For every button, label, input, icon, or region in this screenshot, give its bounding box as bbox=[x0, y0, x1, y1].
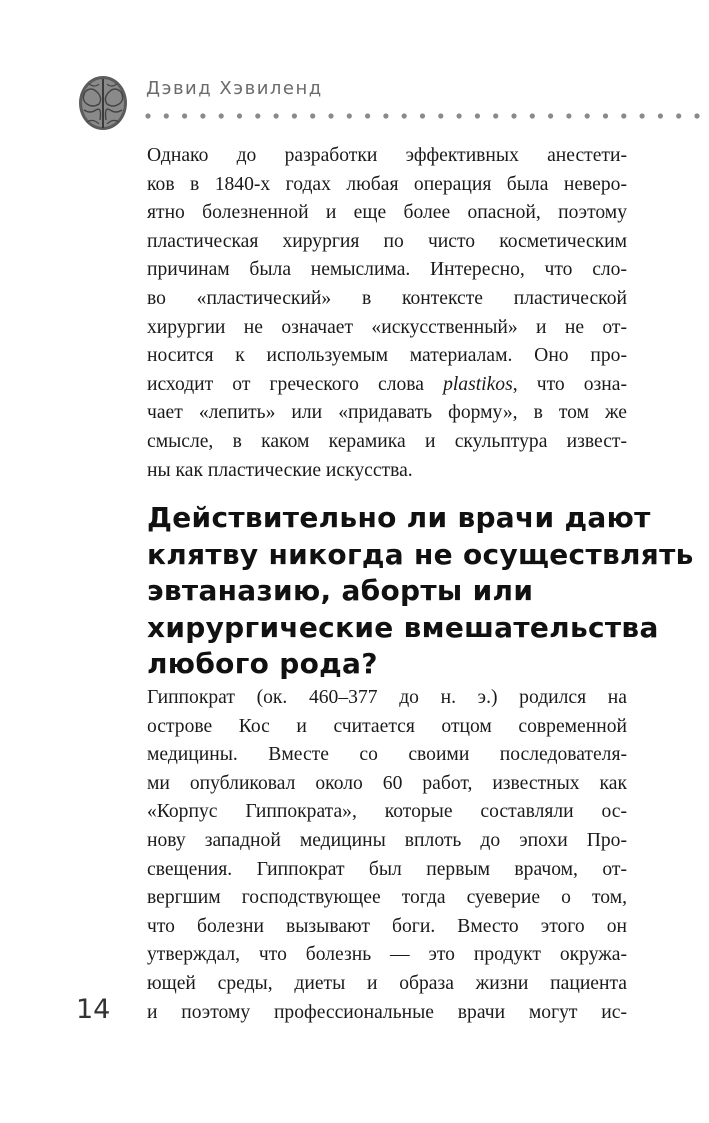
paragraph-1 bbox=[147, 142, 627, 485]
rule-dot bbox=[621, 113, 626, 118]
text-line: вергшим господствующее тогда суеверие о том, bbox=[147, 887, 627, 909]
rule-dot bbox=[493, 113, 498, 118]
rule-dot bbox=[694, 113, 699, 118]
rule-dot bbox=[255, 113, 260, 118]
rule-dot bbox=[182, 113, 187, 118]
rule-dot bbox=[164, 113, 169, 118]
text-line: ны как пластические искусства. bbox=[147, 459, 413, 481]
italic-term: plastikos bbox=[443, 373, 513, 395]
text-line: «Корпус Гиппократа», которые составляли ос- bbox=[147, 801, 627, 823]
text-line: носится к используемым материалам. Оно про- bbox=[147, 345, 627, 367]
rule-dot bbox=[200, 113, 205, 118]
text-line: ми опубликовал около 60 работ, известных как bbox=[147, 772, 627, 794]
rule-dot bbox=[420, 113, 425, 118]
rule-dot bbox=[530, 113, 535, 118]
rule-dot bbox=[603, 113, 608, 118]
rule-dot bbox=[310, 113, 315, 118]
rule-dot bbox=[237, 113, 242, 118]
rule-dot bbox=[457, 113, 462, 118]
rule-dot bbox=[328, 113, 333, 118]
text-line: что болезни вызывают боги. Вместо этого он bbox=[147, 915, 627, 937]
brain-icon bbox=[77, 74, 129, 132]
text-line: пластическая хирургия по чисто косметическим bbox=[147, 230, 627, 252]
paragraph-2 bbox=[147, 684, 627, 1027]
text-line: нову западной медицины вплоть до эпохи Про- bbox=[147, 829, 627, 851]
rule-dot bbox=[658, 113, 663, 118]
text-line: Гиппократ (ок. 460–377 до н. э.) родился на bbox=[147, 687, 627, 708]
rule-dot bbox=[566, 113, 571, 118]
rule-dot bbox=[438, 113, 443, 118]
rule-dot bbox=[640, 113, 645, 118]
author-name: Дэвид Хэвиленд bbox=[146, 78, 323, 99]
text-line: медицины. Вместе со своими последователя- bbox=[147, 744, 627, 766]
text-line: ятно болезненной и еще более опасной, поэтому bbox=[147, 202, 627, 224]
text-line: чает «лепить» или «придавать форму», в том же bbox=[147, 402, 627, 424]
text-fragment: , что озна- bbox=[512, 373, 627, 395]
rule-dot bbox=[145, 113, 150, 118]
text-line bbox=[147, 371, 627, 400]
rule-dot bbox=[475, 113, 480, 118]
rule-dot bbox=[585, 113, 590, 118]
heading-line: клятву никогда не осуществлять bbox=[147, 537, 694, 571]
text-line: утверждал, что болезнь — это продукт окружа- bbox=[147, 944, 627, 966]
heading-line: эвтаназию, аборты или bbox=[147, 574, 534, 607]
text-line: и поэтому профессиональные врачи могут ис- bbox=[147, 1001, 627, 1023]
rule-dot bbox=[365, 113, 370, 118]
text-line: смысле, в каком керамика и скульптура извест- bbox=[147, 430, 627, 452]
text-line: Однако до разработки эффективных анестети- bbox=[147, 145, 627, 166]
header-dotted-rule bbox=[144, 112, 706, 120]
heading-line: хирургические вмешательства bbox=[147, 610, 659, 644]
text-line: острове Кос и считается отцом современной bbox=[147, 715, 627, 737]
rule-dot bbox=[347, 113, 352, 118]
heading-line: Действительно ли врачи дают bbox=[147, 501, 651, 534]
rule-dot bbox=[511, 113, 516, 118]
rule-dot bbox=[402, 113, 407, 118]
rule-dot bbox=[676, 113, 681, 118]
heading-line: любого рода? bbox=[147, 647, 378, 680]
text-fragment: исходит от греческого слова bbox=[147, 373, 444, 395]
rule-dot bbox=[292, 113, 297, 118]
page-number: 14 bbox=[76, 994, 111, 1025]
rule-dot bbox=[548, 113, 553, 118]
text-line: ков в 1840-х годах любая операция была неверо- bbox=[147, 173, 627, 195]
rule-dot bbox=[219, 113, 224, 118]
section-heading bbox=[147, 500, 694, 683]
text-line: свещения. Гиппократ был первым врачом, от- bbox=[147, 858, 627, 880]
text-line: во «пластический» в контексте пластической bbox=[147, 287, 627, 309]
rule-dot bbox=[274, 113, 279, 118]
rule-dot bbox=[383, 113, 388, 118]
text-line: ющей среды, диеты и образа жизни пациента bbox=[147, 972, 627, 994]
text-line: причинам была немыслима. Интересно, что сло- bbox=[147, 259, 627, 281]
text-line: хирургии не означает «искусственный» и не от- bbox=[147, 316, 627, 338]
